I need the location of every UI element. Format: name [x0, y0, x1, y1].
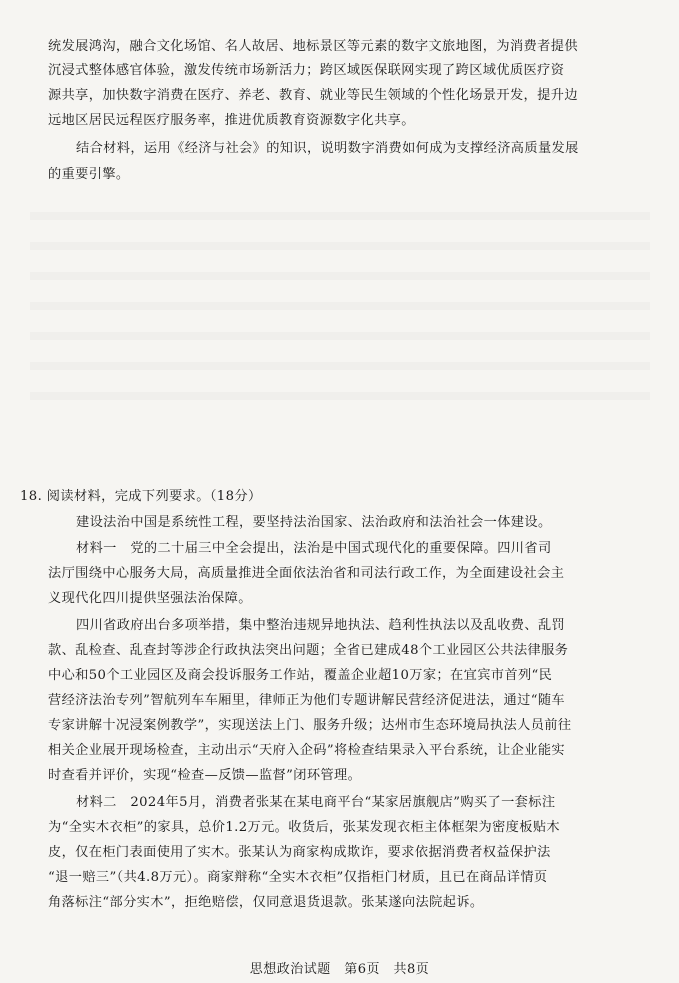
- material-1-line: 专家讲解十况浸案例教学”，实现送法上门、服务升级；达州市生态环境局执法人员前往: [48, 718, 572, 733]
- paragraph-line: 统发展鸿沟，融合文化场馆、名人故居、地标景区等元素的数字文旅地图，为消费者提供: [48, 39, 578, 54]
- material-1-line: 营经济法治专列”智航列车车厢里，律师正为他们专题讲解民营经济促进法，通过“随车: [48, 693, 566, 708]
- page-footer: 思想政治试题 第6页 共8页: [249, 962, 430, 977]
- material-1-line: 四川省政府出台多项举措，集中整治违规异地执法、趋利性执法以及乱收费、乱罚: [76, 618, 566, 633]
- material-1-line: 材料一 党的二十届三中全会提出，法治是中国式现代化的重要保障。四川省司: [76, 541, 552, 556]
- material-1-line: 中心和50个工业园区及商会投诉服务工作站，覆盖企业超10万家；在宜宾市首列“民: [48, 668, 553, 683]
- material-2-line: “退一赔三”（共4.8万元）。商家辩称“全实木衣柜”仅指柜门材质，且已在商品详情页: [48, 870, 548, 885]
- question-prompt: 的重要引擎。: [48, 167, 130, 182]
- material-2-line: 角落标注“部分实木”，拒绝赔偿，仅同意退货退款。张某遂向法院起诉。: [48, 895, 484, 910]
- intro-line: 建设法治中国是系统性工程，要坚持法治国家、法治政府和法治社会一体建设。: [76, 515, 552, 530]
- material-1-line: 法厅围绕中心服务大局，高质量推进全面依法治省和司法行政工作，为全面建设社会主: [48, 566, 565, 581]
- material-1-line: 义现代化四川提供坚强法治保障。: [48, 591, 252, 606]
- question-18-header: 18. 阅读材料，完成下列要求。（18分）: [20, 489, 262, 504]
- material-1-line: 款、乱检查、乱查封等涉企行政执法突出问题；全省已建成48个工业园区公共法律服务: [48, 643, 569, 658]
- material-1-line: 时查看并评价，实现“检查—反馈—监督”闭环管理。: [48, 768, 362, 783]
- material-1-line: 相关企业展开现场检查，主动出示“天府入企码”将检查结果录入平台系统，让企业能实: [48, 743, 566, 758]
- question-prompt: 结合材料，运用《经济与社会》的知识，说明数字消费如何成为支撑经济高质量发展: [76, 141, 579, 156]
- material-2-line: 皮，仅在柜门表面使用了实木。张某认为商家构成欺诈，要求依据消费者权益保护法: [48, 845, 551, 860]
- paragraph-line: 远地区居民远程医疗服务率，推进优质教育资源数字化共享。: [48, 113, 415, 128]
- show-through-shadow: [30, 190, 650, 410]
- material-2-line: 材料二 2024年5月，消费者张某在某电商平台“某家居旗舰店”购买了一套标注: [76, 795, 556, 810]
- paragraph-line: 沉浸式整体感官体验，激发传统市场新活力；跨区域医保联网实现了跨区域优质医疗资: [48, 63, 565, 78]
- material-2-line: 为“全实木衣柜”的家具，总价1.2万元。收货后，张某发现衣柜主体框架为密度板贴木: [48, 820, 561, 835]
- paragraph-line: 源共享，加快数字消费在医疗、养老、教育、就业等民生领域的个性化场景开发，提升边: [48, 88, 578, 103]
